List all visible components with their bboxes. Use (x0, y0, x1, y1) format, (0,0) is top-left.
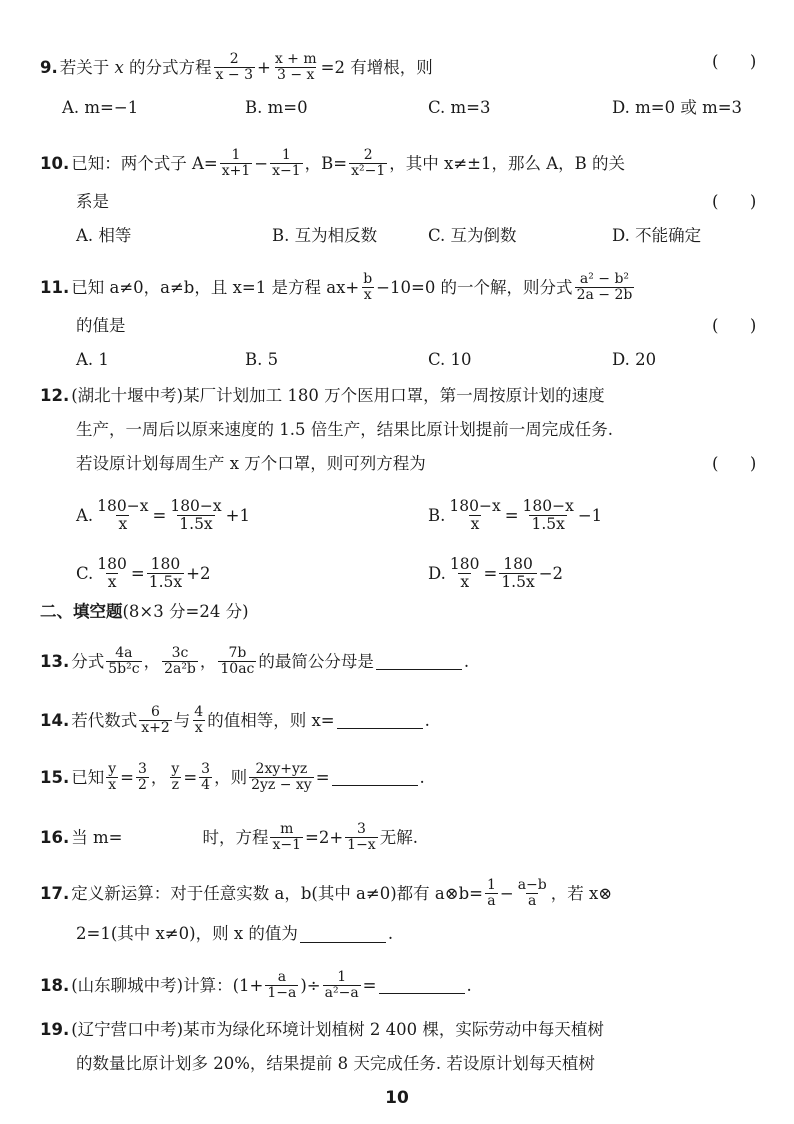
question-number: 16. (40, 827, 70, 847)
var-x: x (109, 57, 130, 77)
q12-line2: 生产，一周后以原来速度的 1.5 倍生产，结果比原计划提前一周完成任务. (76, 420, 613, 439)
q9-text-post: =2 有增根，则 (320, 57, 433, 77)
fraction: $\frac{2xy+yz}{2yz - xy}$ (251, 761, 312, 793)
fraction: $\frac{3}{2}$ (137, 761, 147, 793)
fraction: $\frac{1}{x+1}$ (221, 147, 251, 179)
q11-text-mid: −10=0 的一个解，则分式 (376, 277, 573, 297)
question-12 (40, 386, 605, 406)
fraction: $\frac{m}{x-1}$ (272, 821, 301, 853)
option-c: C. 10 (428, 350, 472, 369)
question-19 (40, 1020, 604, 1040)
answer-blank[interactable] (124, 829, 200, 846)
fraction: $\frac{3}{4}$ (201, 761, 211, 793)
fraction: $\frac{x + m}{3 - x}$ (274, 51, 317, 83)
q17-line2: 2=1(其中 x≠0)，则 x 的值为 . (76, 924, 394, 943)
option-a: A. m=−1 (62, 98, 139, 117)
answer-paren: ( ) (712, 52, 757, 71)
q9-text-mid: 的分式方程 (129, 57, 212, 77)
q10-text-pre: 已知：两个式子 A= (71, 153, 218, 173)
q12-line3: 若设原计划每周生产 x 万个口罩，则可列方程为 (76, 454, 426, 473)
question-number: 18. (40, 975, 70, 995)
fraction: $\frac{1}{x-1}$ (272, 147, 301, 179)
fraction: 4a 5b²c (108, 645, 140, 677)
question-14: 14. 若代数式 6 x+2 与 4 x 的值相等，则 x= . (40, 704, 430, 736)
fraction: 3c 2a²b (164, 645, 196, 677)
minus-sign: − (254, 153, 269, 173)
answer-blank[interactable] (337, 712, 423, 729)
fraction: $\frac{a-b}{a}$ (517, 877, 547, 909)
question-number: 10. (40, 153, 70, 173)
answer-paren: ( ) (712, 316, 757, 335)
answer-blank[interactable] (376, 653, 462, 670)
question-number: 9. (40, 57, 58, 77)
option-c: C. m=3 (428, 98, 491, 117)
q11-line2: 的值是 (76, 316, 126, 335)
q19-line2: 的数量比原计划多 20%，结果提前 8 天完成任务. 若设原计划每天植树 (76, 1054, 595, 1073)
fraction: $\frac{b}{x}$ (363, 271, 373, 303)
plus-sign: + (256, 57, 271, 77)
fraction: $\frac{y}{x}$ (108, 761, 117, 793)
fraction: $\frac{2}{\text{x²−1}}$ (351, 147, 386, 179)
question-number: 11. (40, 277, 70, 297)
question-10 (40, 148, 625, 179)
question-number: 19. (40, 1020, 70, 1039)
page-number: 10 (385, 1088, 409, 1108)
option-a: A. 相等 (76, 226, 132, 245)
option-d: D. m=0 或 m=3 (612, 98, 743, 117)
q10-text-b: ，B= (304, 153, 348, 173)
question-number: 13. (40, 651, 70, 671)
fraction: 2 x − 3 (215, 51, 253, 83)
question-number: 17. (40, 883, 70, 903)
option-d: D. 不能确定 (612, 226, 702, 245)
q11-text-pre: 已知 a≠0，a≠b，且 x=1 是方程 ax+ (71, 277, 360, 297)
fraction: $\frac{1}{a}$ (486, 877, 496, 909)
answer-blank[interactable] (332, 769, 418, 786)
option-d: D. $\frac{180}{x}$ = $\frac{180}{1.5x}$ −2 (428, 555, 564, 591)
question-11 (40, 272, 636, 303)
fraction: 7b 10ac (220, 645, 255, 677)
option-b: B. m=0 (245, 98, 308, 117)
fraction: $\frac{y}{z}$ (171, 761, 180, 793)
option-d: D. 20 (612, 350, 657, 369)
question-13: 13. 分式 4a 5b²c ， 3c 2a²b ， 7b 10ac 的最简公分母是 . (40, 645, 470, 677)
fraction: $\frac{3}{1-x}$ (347, 821, 376, 853)
q9-text-pre: 若关于 (59, 57, 110, 77)
q10-text-post: ，其中 x≠±1，那么 A，B 的关 (389, 153, 625, 173)
question-17: 17. 定义新运算：对于任意实数 a，b(其中 a≠0)都有 a⊗b= $\frac{1}{a}$ − $\frac{a-b}{a}$ ，若 x⊗ (40, 877, 613, 909)
option-c: C. $\frac{180}{x}$ = $\frac{180}{1.5x}$ +2 (76, 555, 211, 591)
question-9 (40, 52, 433, 83)
answer-paren: ( ) (712, 192, 757, 211)
option-b: B. 5 (245, 350, 279, 369)
question-number: 15. (40, 767, 70, 787)
fraction: a² − b² 2a − 2b (576, 271, 633, 303)
answer-blank[interactable] (300, 926, 386, 943)
option-b: B. $\frac{180-x}{x}$ = $\frac{180-x}{1.5x}$ −1 (428, 497, 603, 533)
section-heading (40, 602, 249, 622)
question-16: 16. 当 m= 时，方程 $\frac{m}{x-1}$ =2+ $\frac{3}{1-x}$ 无解. (40, 821, 418, 853)
answer-paren: ( ) (712, 454, 757, 473)
option-c: C. 互为倒数 (428, 226, 517, 245)
question-number: 14. (40, 710, 70, 730)
section-title: 二、填空题 (40, 602, 123, 621)
question-number: 12. (40, 386, 70, 405)
option-a: A. 1 (76, 350, 109, 369)
fraction: $\frac{a}{1-a}$ (267, 969, 297, 1001)
option-b: B. 互为相反数 (272, 226, 378, 245)
q12-line1: (湖北十堰中考)某厂计划加工 180 万个医用口罩，第一周按原计划的速度 (71, 386, 605, 405)
section-score: (8×3 分=24 分) (122, 602, 249, 621)
fraction: 4 x (194, 704, 204, 736)
answer-blank[interactable] (379, 977, 465, 994)
option-a: A. $\frac{180-x}{x}$ = $\frac{180-x}{1.5x}$ +1 (76, 497, 250, 533)
question-18: 18. (山东聊城中考)计算：(1+ $\frac{a}{1-a}$ )÷ $\frac{1}{\text{a²−a}}$ = . (40, 969, 472, 1001)
fraction: $\frac{1}{\text{a²−a}}$ (324, 969, 359, 1001)
fraction: 6 x+2 (141, 704, 170, 736)
q19-line1: (辽宁营口中考)某市为绿化环境计划植树 2 400 棵，实际劳动中每天植树 (71, 1020, 604, 1039)
q10-line2: 系是 (76, 192, 109, 211)
question-15: 15. 已知 $\frac{y}{x}$ = $\frac{3}{2}$ ， $\frac{y}{z}$ = $\frac{3}{4}$ ，则 $\frac{2xy+yz}{2yz - xy}$ = . (40, 761, 425, 793)
